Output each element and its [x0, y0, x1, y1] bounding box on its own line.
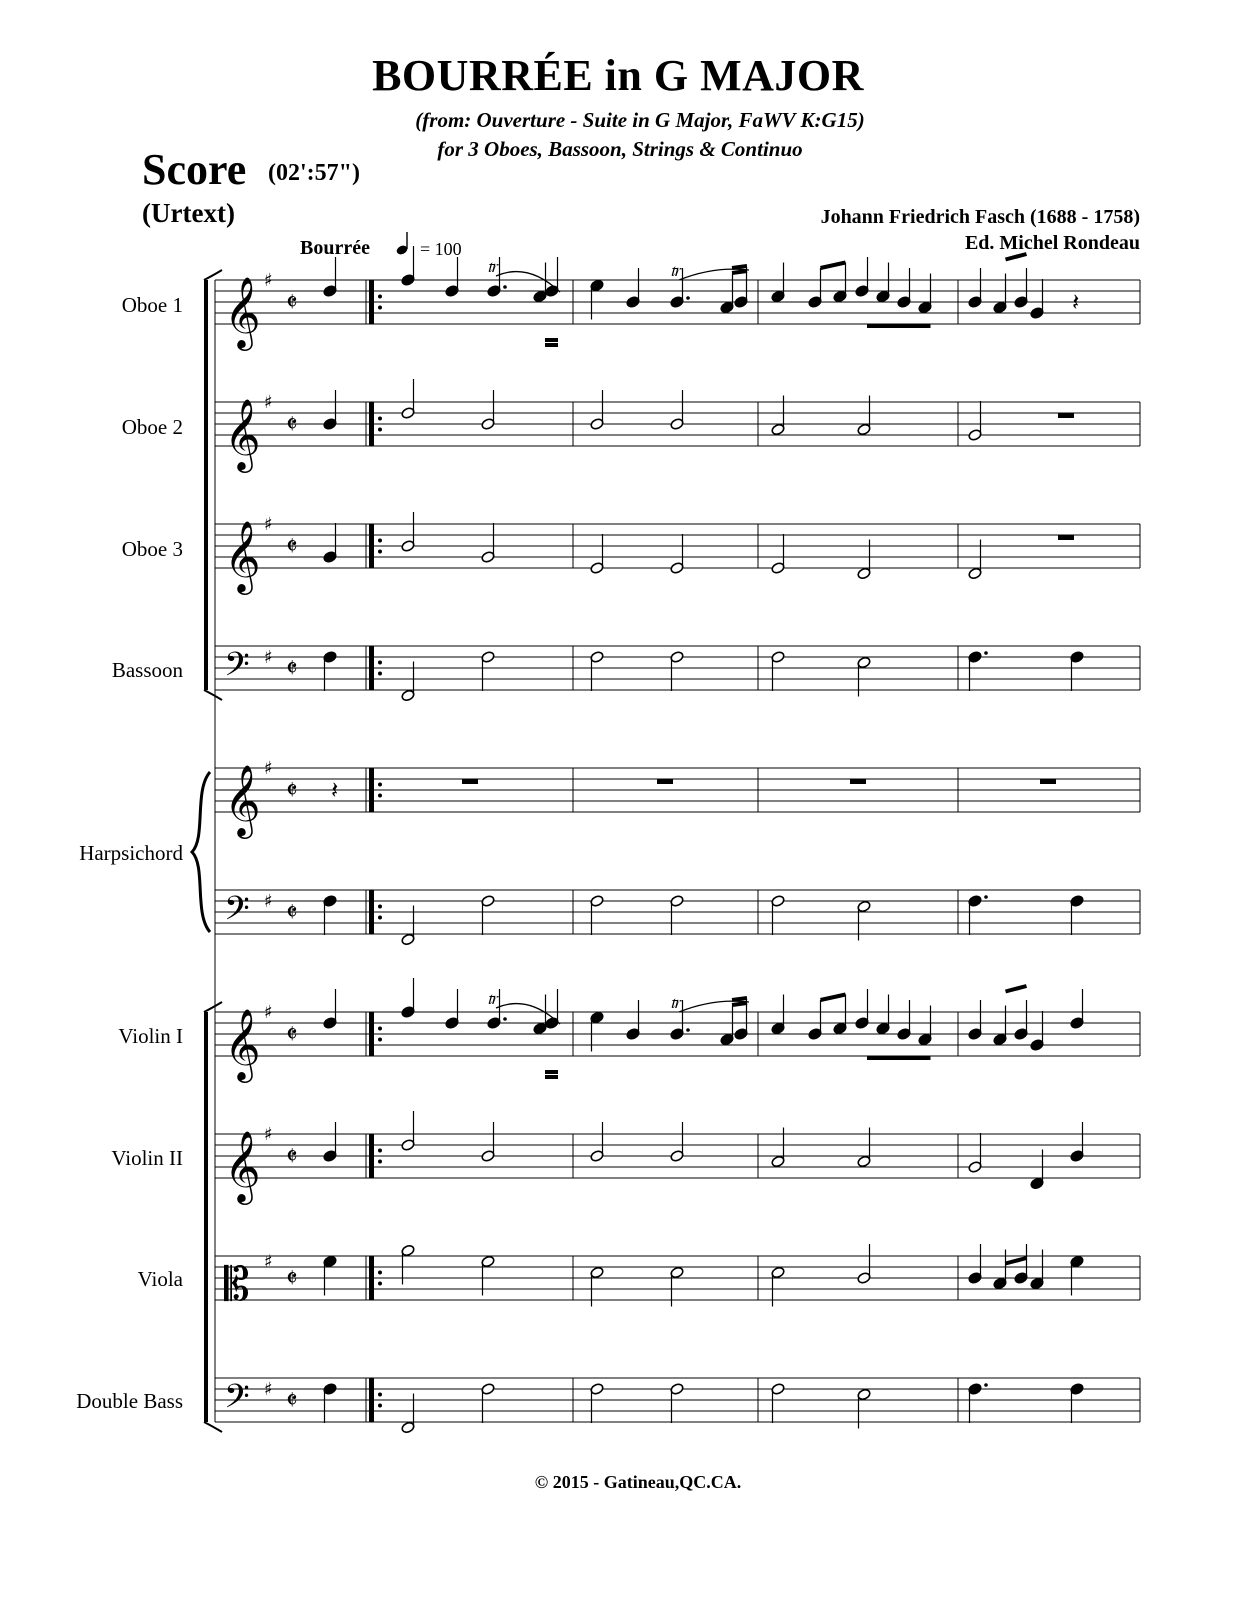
- editor-credit: Ed. Michel Rondeau: [964, 232, 1140, 254]
- bracket-hook: [204, 1002, 222, 1012]
- repeat-dot: [378, 539, 382, 543]
- repeat-dot: [378, 428, 382, 432]
- score-label: Score: [142, 145, 247, 194]
- dot: [984, 1383, 988, 1387]
- cut-time-icon: 𝄵: [286, 654, 298, 684]
- instrument-label-viola: Viola: [137, 1267, 183, 1291]
- trill-icon: 𝆖: [488, 256, 499, 277]
- tempo-quarter-note-icon: [395, 232, 408, 256]
- staff-6: [215, 978, 1140, 1083]
- bracket-hook: [204, 1422, 222, 1432]
- dot: [984, 895, 988, 899]
- repeat-dot: [378, 1027, 382, 1031]
- trill-icon: 𝆖: [671, 260, 682, 281]
- sharp-key-icon: ♯: [264, 1379, 273, 1400]
- instrument-label-violin2: Violin II: [111, 1146, 183, 1170]
- cut-time-icon: 𝄵: [286, 1142, 298, 1172]
- treble-clef-icon: 𝄞: [224, 763, 261, 836]
- bass-clef-icon: 𝄢: [224, 890, 250, 936]
- thick-barline: [369, 402, 374, 446]
- beam: [732, 998, 747, 1000]
- beam: [821, 263, 846, 269]
- thick-barline: [369, 280, 374, 324]
- whole-rest: [657, 779, 673, 784]
- thick-barline: [369, 1134, 374, 1178]
- repeat-dot: [378, 916, 382, 920]
- system-brackets: [192, 270, 222, 1432]
- repeat-dot: [378, 295, 382, 299]
- staff-9: [215, 1378, 1140, 1434]
- staff-2: [215, 512, 1140, 595]
- quarter-rest-icon: 𝄽: [331, 776, 339, 804]
- dot: [503, 285, 507, 289]
- dot: [984, 651, 988, 655]
- tempo-value: = 100: [420, 239, 462, 259]
- repeat-dot: [378, 1271, 382, 1275]
- copyright-footer: © 2015 - Gatineau,QC.CA.: [534, 1472, 742, 1492]
- strings-bracket: [204, 1012, 208, 1422]
- bracket-hook: [204, 690, 222, 700]
- repeat-dot: [378, 1404, 382, 1408]
- bass-clef-icon: 𝄢: [224, 1378, 250, 1424]
- instrument-label-violin1: Violin I: [118, 1024, 183, 1048]
- cut-time-icon: 𝄵: [286, 776, 298, 806]
- instrument-label-oboe2: Oboe 2: [121, 415, 183, 439]
- beam: [732, 271, 747, 273]
- dot: [686, 1028, 690, 1032]
- cut-time-icon: 𝄵: [286, 532, 298, 562]
- instrument-label-bassoon: Bassoon: [111, 658, 183, 682]
- dot: [686, 296, 690, 300]
- cut-time-icon: 𝄵: [286, 1264, 298, 1294]
- repeat-dot: [378, 783, 382, 787]
- repeat-dot: [378, 306, 382, 310]
- composer-credit: Johann Friedrich Fasch (1688 - 1758): [820, 206, 1140, 228]
- treble-clef-icon: 𝄞: [224, 397, 261, 470]
- staff-8: [215, 1244, 1140, 1311]
- sharp-key-icon: ♯: [264, 392, 273, 413]
- cut-time-icon: 𝄵: [286, 410, 298, 440]
- sharp-key-icon: ♯: [264, 1002, 273, 1023]
- sharp-key-icon: ♯: [264, 1251, 273, 1273]
- treble-clef-icon: 𝄞: [224, 1007, 261, 1080]
- whole-rest: [850, 779, 866, 784]
- repeat-dot: [378, 672, 382, 676]
- harpsichord-brace: [192, 772, 210, 932]
- treble-clef-icon: 𝄞: [224, 275, 261, 348]
- cut-time-icon: 𝄵: [286, 288, 298, 318]
- trill-icon: 𝆖: [488, 988, 499, 1009]
- sharp-key-icon: ♯: [264, 1124, 273, 1145]
- instrument-label-doublebass: Double Bass: [76, 1389, 183, 1413]
- treble-clef-icon: 𝄞: [224, 519, 261, 592]
- beam: [1006, 986, 1027, 992]
- cut-time-icon: 𝄵: [286, 1020, 298, 1050]
- repeat-dot: [378, 1282, 382, 1286]
- cut-time-icon: 𝄵: [286, 898, 298, 928]
- repeat-dot: [378, 417, 382, 421]
- beam: [732, 266, 747, 268]
- quarter-rest-icon: 𝄽: [1072, 288, 1080, 316]
- tempo-marking: Bourrée: [300, 237, 370, 259]
- repeat-dot: [378, 1038, 382, 1042]
- thick-barline: [369, 1378, 374, 1422]
- staff-4: [215, 758, 1140, 839]
- urtext-label: (Urtext): [142, 198, 235, 228]
- repeat-dot: [378, 794, 382, 798]
- instrument-label-oboe1: Oboe 1: [121, 293, 183, 317]
- beam: [821, 995, 846, 1001]
- score-subtitle-instrumentation: for 3 Oboes, Bassoon, Strings & Continuo: [437, 137, 803, 161]
- sharp-key-icon: ♯: [264, 758, 273, 779]
- sharp-key-icon: ♯: [264, 270, 273, 291]
- cut-time-icon: 𝄵: [286, 1386, 298, 1416]
- sharp-key-icon: ♯: [264, 891, 273, 912]
- whole-rest: [1058, 413, 1074, 418]
- bracket-hook: [204, 270, 222, 280]
- repeat-dot: [378, 1393, 382, 1397]
- whole-rest: [1058, 535, 1074, 540]
- repeat-dot: [378, 661, 382, 665]
- whole-rest: [462, 779, 478, 784]
- staff-1: [215, 379, 1140, 473]
- whole-rest: [1040, 779, 1056, 784]
- woodwind-bracket: [204, 280, 208, 690]
- score-subtitle-source: (from: Ouverture - Suite in G Major, FaWV K:G15): [415, 108, 865, 132]
- staff-5: [215, 890, 1140, 946]
- score-title: BOURRÉE in G MAJOR: [372, 51, 864, 100]
- bass-clef-icon: 𝄢: [224, 646, 250, 692]
- repeat-dot: [378, 1149, 382, 1153]
- thick-barline: [369, 768, 374, 812]
- instrument-label-oboe3: Oboe 3: [121, 537, 183, 561]
- duration-label: (02':57"): [268, 160, 360, 186]
- thick-barline: [369, 524, 374, 568]
- treble-clef-icon: 𝄞: [224, 1129, 261, 1202]
- beam: [1006, 254, 1027, 260]
- repeat-dot: [378, 550, 382, 554]
- beam: [732, 1003, 747, 1005]
- repeat-dot: [378, 905, 382, 909]
- beam: [1006, 1258, 1027, 1264]
- sharp-key-icon: ♯: [264, 647, 273, 668]
- thick-barline: [369, 646, 374, 690]
- repeat-dot: [378, 1160, 382, 1164]
- staff-7: [215, 1111, 1140, 1205]
- dot: [503, 1017, 507, 1021]
- trill-icon: 𝆖: [671, 992, 682, 1013]
- thick-barline: [369, 1012, 374, 1056]
- sharp-key-icon: ♯: [264, 514, 273, 535]
- instrument-label-harpsichord: Harpsichord: [79, 841, 183, 865]
- staff-0: [215, 246, 1140, 351]
- thick-barline: [369, 890, 374, 934]
- thick-barline: [369, 1256, 374, 1300]
- alto-clef-icon: 𝄡: [224, 1257, 250, 1311]
- staff-3: [215, 646, 1140, 702]
